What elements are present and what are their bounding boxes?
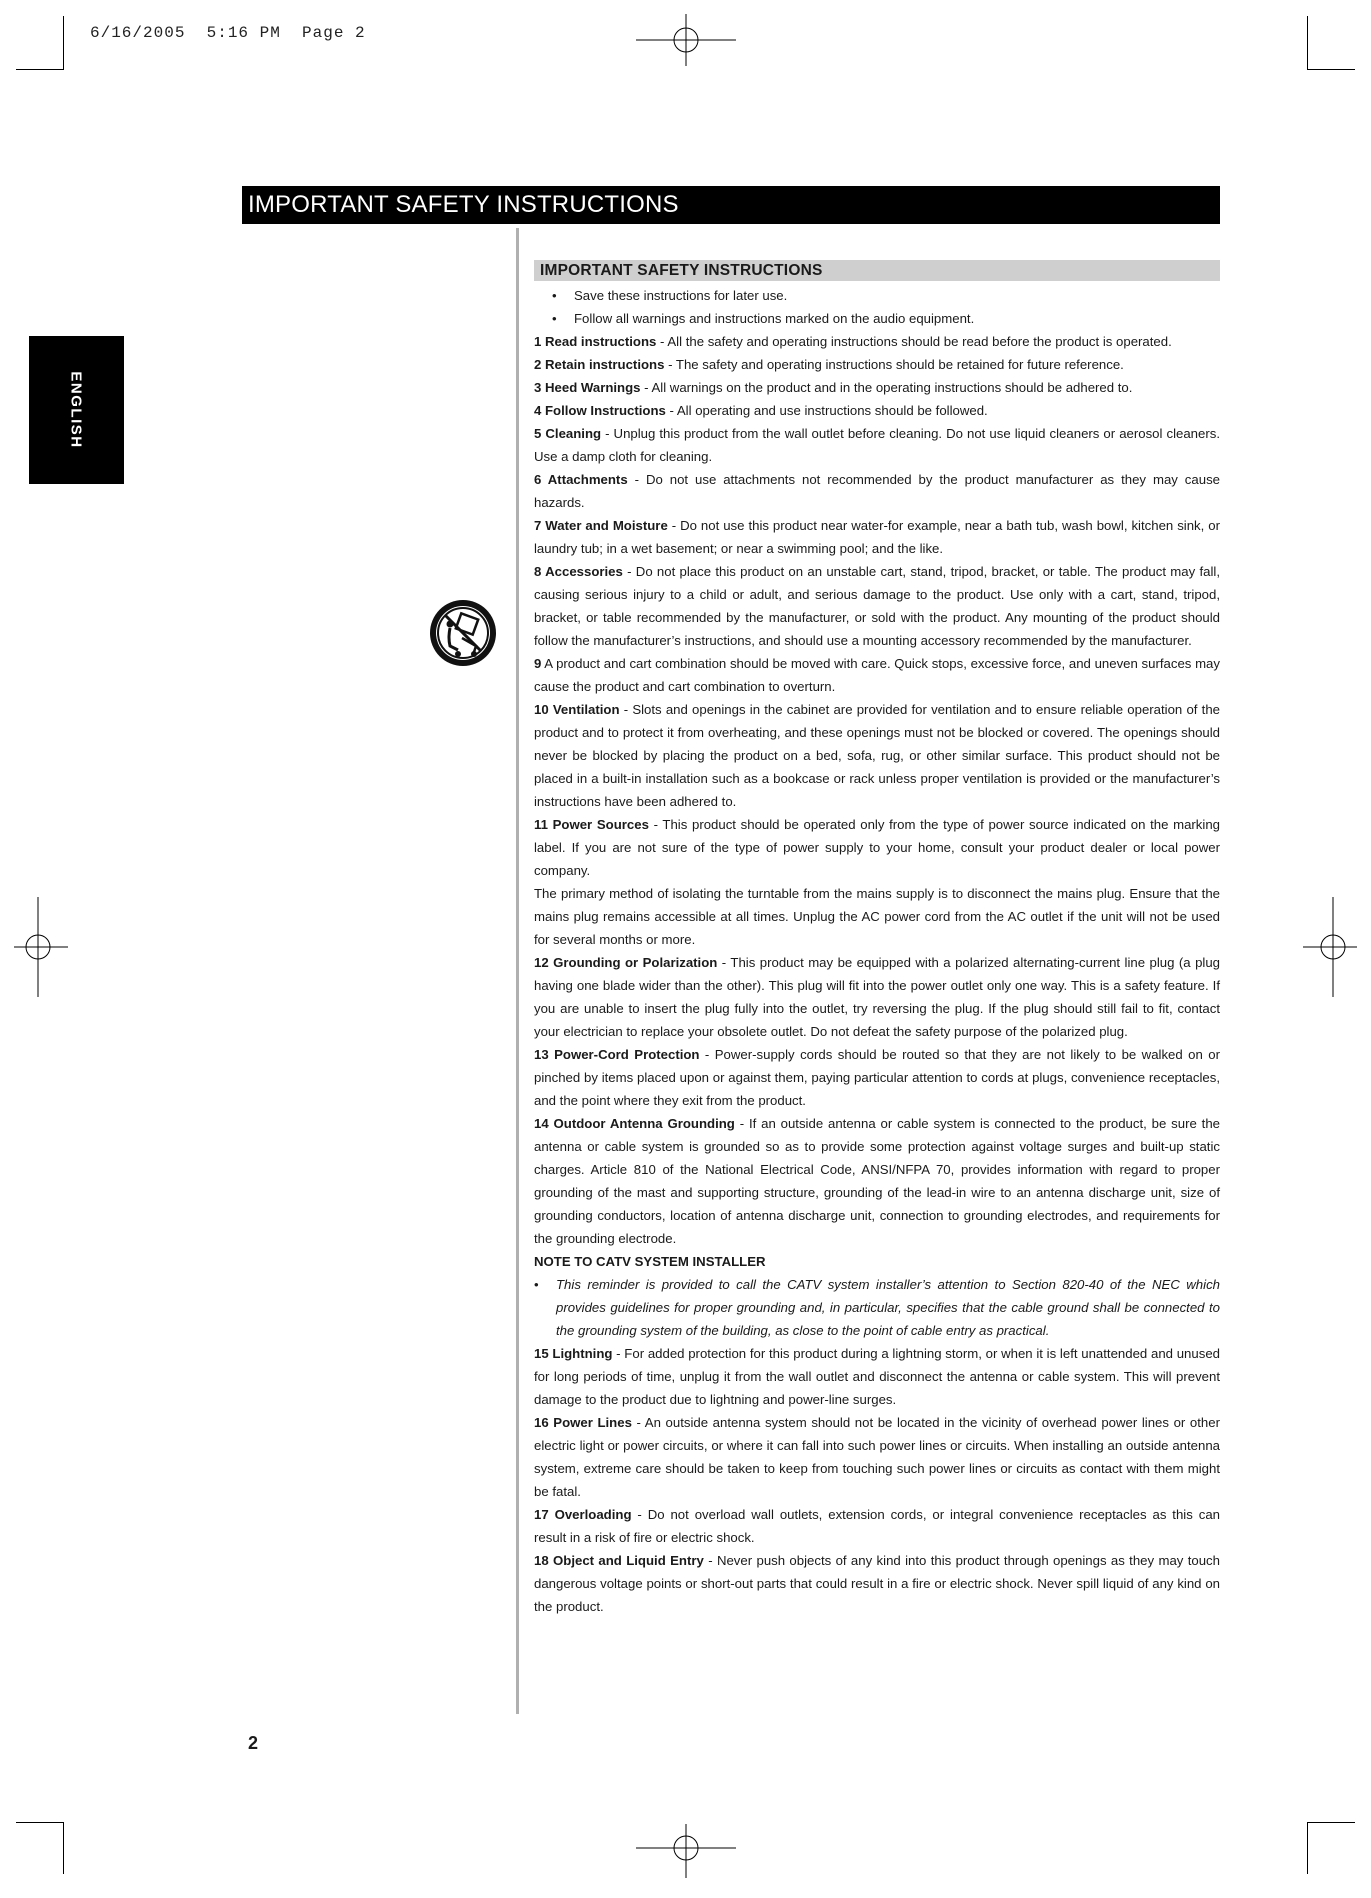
registration-mark-icon bbox=[636, 1798, 736, 1898]
instruction-item: 9 A product and cart combination should be moved with care. Quick stops, excessive force, and uneven surfaces may cause the product and cart combination to overturn. bbox=[534, 656, 1220, 694]
instruction-item: 8 Accessories - Do not place this product on an unstable cart, stand, tripod, bracket, or table. The product may fall, causing serious injury to a child or adult, and serious damage to the product. Use only with a cart, stand, tripod, bracket, or table recommended by the manufacturer, or sold with the product. Any mounting of the product should follow the manufacturer’s instructions, and should use a mounting accessory recommended by the manufacturer. bbox=[534, 564, 1220, 648]
crop-mark bbox=[63, 16, 64, 70]
instruction-item: 7 Water and Moisture - Do not use this product near water-for example, near a bath tub, wash bowl, kitchen sink, or laundry tub; in a wet basement; or near a swimming pool; and the like. bbox=[534, 518, 1221, 556]
crop-mark bbox=[16, 69, 64, 70]
page-title: IMPORTANT SAFETY INSTRUCTIONS bbox=[242, 186, 1220, 224]
safety-instructions bbox=[534, 260, 1220, 1618]
language-tab bbox=[29, 336, 124, 484]
crop-mark bbox=[63, 1822, 64, 1874]
note-heading: NOTE TO CATV SYSTEM INSTALLER bbox=[534, 1254, 766, 1269]
registration-mark-icon bbox=[636, 0, 736, 94]
instruction-item: 10 Ventilation - Slots and openings in the cabinet are provided for ventilation and to ensure reliable operation of the product and to protect it from overheating, and these openings must not be blocked or covered. The openings should never be blocked by placing the product on a bed, sofa, rug, or other similar surface. This product should not be placed in a built-in installation such as a bookcase or rack unless proper ventilation is provided or the manufacturer’s instructions have been adhered to. bbox=[534, 702, 1220, 809]
print-slug: 6/16/2005 5:16 PM Page 2 bbox=[90, 24, 366, 42]
instruction-item: 1 Read instructions - All the safety and operating instructions should be read before the product is operated. bbox=[534, 334, 1172, 349]
registration-mark-icon bbox=[0, 897, 88, 997]
crop-mark bbox=[1307, 1822, 1308, 1874]
bullet-icon: • bbox=[534, 1277, 539, 1292]
instruction-item: 14 Outdoor Antenna Grounding - If an outside antenna or cable system is connected to the product, be sure the antenna or cable system is grounded so as to provide some protection against voltage surges and built-up static charges. Article 810 of the National Electrical Code, ANSI/NFPA 70, provides information with regard to proper grounding of the mast and supporting structure, grounding of the lead-in wire to an antenna discharge unit, size of grounding conductors, location of antenna discharge unit, connection to grounding electrodes, and requirements for the grounding electrode. bbox=[534, 1116, 1220, 1246]
instruction-item: 18 Object and Liquid Entry - Never push objects of any kind into this product through openings as they may touch dangerous voltage points or short-out parts that could result in a fire or electric shock. Never spill liquid of any kind on the product. bbox=[534, 1553, 1220, 1614]
instruction-item: 2 Retain instructions - The safety and operating instructions should be retained for future reference. bbox=[534, 357, 1124, 372]
bullet-icon: • bbox=[552, 311, 557, 326]
section-heading: IMPORTANT SAFETY INSTRUCTIONS bbox=[534, 260, 1220, 281]
list-item: • Follow all warnings and instructions marked on the audio equipment. bbox=[534, 307, 1220, 330]
instruction-item: 4 Follow Instructions - All operating and use instructions should be followed. bbox=[534, 403, 988, 418]
instruction-item: 15 Lightning - For added protection for this product during a lightning storm, or when it is left unattended and unused for long periods of time, unplug it from the wall outlet and disconnect the antenna or cable system. This will prevent damage to the product due to lightning and power-line surges. bbox=[534, 1346, 1220, 1407]
crop-mark bbox=[16, 1822, 64, 1823]
bullet-icon: • bbox=[552, 288, 557, 303]
column-divider bbox=[516, 228, 519, 1714]
instruction-item: The primary method of isolating the turntable from the mains supply is to disconnect the mains plug. Ensure that the mains plug remains accessible at all times. Unplug the AC power cord from the AC outlet if the unit will not be used for several months or more. bbox=[534, 886, 1220, 947]
instruction-item: 6 Attachments - Do not use attachments not recommended by the product manufacturer as they may cause hazards. bbox=[534, 472, 1220, 510]
instruction-item: 12 Grounding or Polarization - This product may be equipped with a polarized alternating-current line plug (a plug having one blade wider than the other). This plug will fit into the power outlet only one way. This is a safety feature. If you are unable to insert the plug fully into the outlet, try reversing the plug. If the plug should still fail to fit, contact your electrician to replace your obsolete outlet. Do not defeat the safety purpose of the polarized plug. bbox=[534, 955, 1220, 1039]
crop-mark bbox=[1307, 16, 1308, 70]
registration-mark-icon bbox=[1283, 897, 1371, 997]
list-item: • Save these instructions for later use. bbox=[534, 284, 1220, 307]
instruction-item: 16 Power Lines - An outside antenna system should not be located in the vicinity of overhead power lines or other electric light or power circuits, or where it can fall into such power lines or circuits. When installing an outside antenna system, extreme care should be taken to keep from touching such power lines or circuits as contact with them might be fatal. bbox=[534, 1415, 1220, 1499]
instruction-item: 11 Power Sources - This product should be operated only from the type of power source indicated on the marking label. If you are not sure of the type of power supply to your home, consult your product dealer or local power company. bbox=[534, 817, 1220, 878]
crop-mark bbox=[1307, 1822, 1355, 1823]
instruction-item: 5 Cleaning - Unplug this product from the wall outlet before cleaning. Do not use liquid cleaners or aerosol cleaners. Use a damp cloth for cleaning. bbox=[534, 426, 1221, 464]
page-number: 2 bbox=[248, 1733, 259, 1753]
language-tab-label: ENGLISH bbox=[67, 371, 85, 449]
note-item: • This reminder is provided to call the CATV system installer’s attention to Section 820-40 of the NEC which provides guidelines for proper grounding and, in particular, specifies that the cable ground shall be connected to the grounding system of the building, as close to the point of cable entry as practical. bbox=[534, 1273, 1220, 1342]
instruction-item: 17 Overloading - Do not overload wall outlets, extension cords, or integral convenience receptacles as this can result in a risk of fire or electric shock. bbox=[534, 1507, 1220, 1545]
crop-mark bbox=[1307, 69, 1355, 70]
instruction-item: 3 Heed Warnings - All warnings on the product and in the operating instructions should be adhered to. bbox=[534, 380, 1133, 395]
cart-tip-over-warning-icon bbox=[428, 598, 498, 668]
instruction-item: 13 Power-Cord Protection - Power-supply cords should be routed so that they are not likely to be walked on or pinched by items placed upon or against them, paying particular attention to cords at plugs, convenience receptacles, and the point where they exit from the product. bbox=[534, 1047, 1220, 1108]
